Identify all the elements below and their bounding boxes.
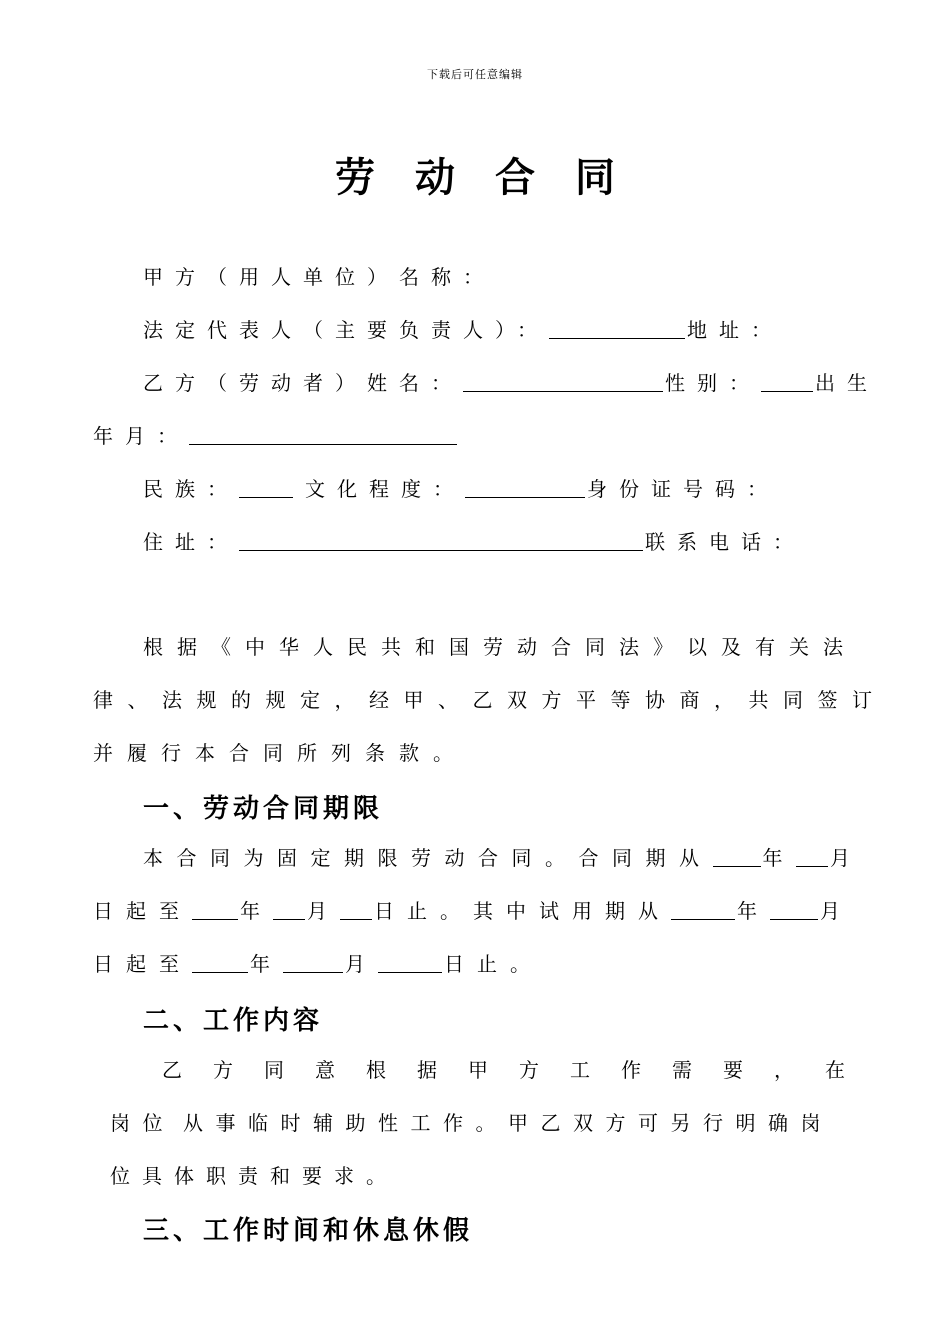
party-a-address-label: 地址： [687, 318, 783, 342]
section-3-heading: 三、工作时间和休息休假 [143, 1216, 474, 1246]
section-1-line-3 [93, 951, 853, 977]
probation-end-month-blank[interactable] [283, 952, 343, 973]
party-b-name-label: 乙方（劳动者）姓名： [143, 371, 463, 395]
probation-end-year-label: 年 [250, 952, 283, 976]
probation-end-month-label: 月 [345, 952, 378, 976]
post-label: 岗位 [110, 1111, 175, 1135]
document-title: 劳动合同 [335, 154, 655, 201]
section-1-line-2 [93, 898, 853, 924]
gender-blank[interactable] [761, 371, 813, 392]
section-1-heading: 一、劳动合同期限 [143, 794, 384, 824]
birth-blank[interactable] [189, 424, 457, 445]
end-year-blank[interactable] [192, 899, 238, 920]
post-duty-text: 从事临时辅助性工作。甲乙双方可另行明确岗 [183, 1111, 833, 1135]
section-2-heading: 二、工作内容 [143, 1006, 324, 1036]
name-blank[interactable] [463, 371, 663, 392]
probation-year-blank[interactable] [671, 899, 735, 920]
party-b-birth-label-2: 年月： [93, 424, 189, 448]
party-a-name-line [143, 264, 853, 290]
end-month-label: 月 [307, 899, 340, 923]
end-month-blank[interactable] [273, 899, 305, 920]
party-a-rep-label: 法定代表人（主要负责人）： [143, 318, 549, 342]
ethnicity-blank[interactable] [239, 477, 293, 498]
party-b-birth-label-1: 出生 [815, 371, 879, 395]
party-b-name-line [143, 370, 879, 396]
party-b-ethnicity-label: 民族： [143, 477, 239, 501]
term-month-label: 月 [830, 846, 864, 870]
party-b-gender-label: 性别： [665, 371, 761, 395]
end-day-blank[interactable] [340, 899, 372, 920]
section-2-line-1: 乙方同意根据甲方工作需要，在 [162, 1058, 876, 1082]
probation-month-blank[interactable] [770, 899, 818, 920]
probation-text: 日止。其中试用期从 [374, 899, 671, 923]
probation-end-day-blank[interactable] [378, 952, 442, 973]
term-year-label: 年 [762, 846, 796, 870]
section-1-line-1 [143, 845, 864, 871]
party-b-id-label: 身份证号码： [587, 477, 779, 501]
party-b-residence-label: 住址： [143, 530, 239, 554]
preamble-line-3: 并履行本合同所列条款。 [93, 741, 467, 765]
education-blank[interactable] [465, 477, 585, 498]
rep-blank[interactable] [549, 318, 685, 339]
party-b-birth-line [93, 423, 853, 449]
term-text-1: 本合同为固定期限劳动合同。合同期从 [143, 846, 713, 870]
party-b-phone-label: 联系电话： [645, 530, 805, 554]
start-year-blank[interactable] [713, 846, 761, 867]
party-a-name-label: 甲方（用人单位）名称： [143, 265, 495, 289]
party-b-residence-line [143, 529, 853, 555]
probation-month-label: 月 [820, 899, 853, 923]
probation-year-label: 年 [737, 899, 770, 923]
probation-end-year-blank[interactable] [192, 952, 248, 973]
preamble-line-1: 根据《中华人民共和国劳动合同法》以及有关法 [143, 635, 857, 659]
start-month-blank[interactable] [796, 846, 828, 867]
party-b-education-label: 文化程度： [305, 477, 465, 501]
residence-blank[interactable] [239, 530, 643, 551]
term-text-2: 日起至 [93, 899, 192, 923]
end-year-label: 年 [240, 899, 273, 923]
party-b-ethnicity-line [143, 476, 853, 502]
section-2-line-3: 位具体职责和要求。 [110, 1164, 398, 1188]
term-end-text: 日止。 [444, 952, 543, 976]
section-2-line-2 [110, 1110, 852, 1136]
header-note: 下载后可任意编辑 [427, 68, 523, 81]
preamble-line-2: 律、法规的规定，经甲、乙双方平等协商，共同签订 [93, 688, 887, 712]
term-text-3: 日起至 [93, 952, 192, 976]
party-a-rep-line [143, 317, 853, 343]
